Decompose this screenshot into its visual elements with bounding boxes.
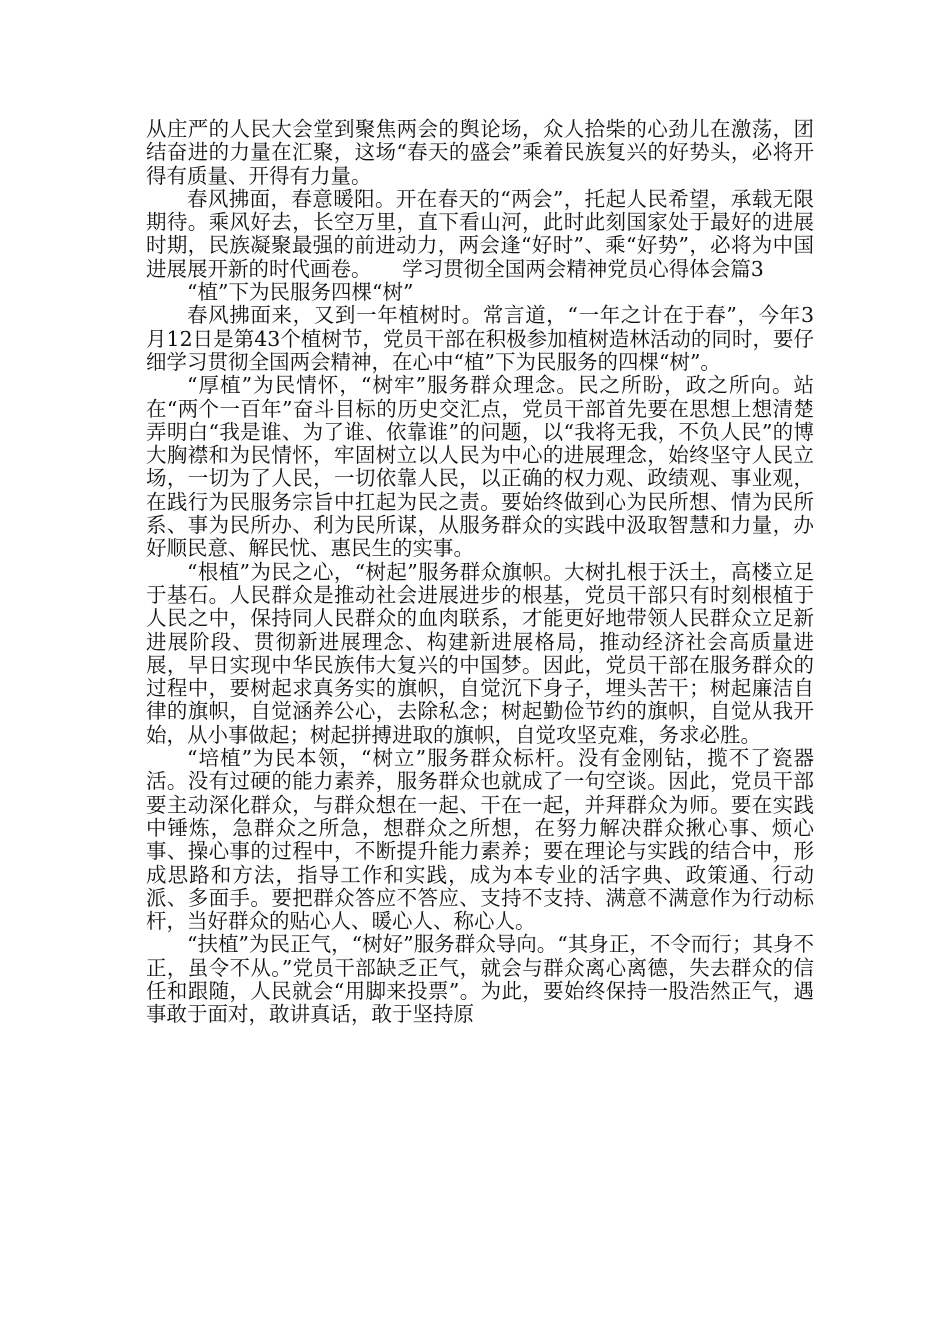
paragraph-3: 春风拂面来，又到一年植树时。常言道，“一年之计在于春”，今年3月12日是第43个植树节，党员干部在积极参加植树造林活动的同时，要仔细学习贯彻全国两会精神，在心中“植”下为民服务的四棵“树”。	[146, 303, 814, 374]
paragraph-2: 春风拂面，春意暖阳。开在春天的“两会”，托起人民希望，承载无限期待。乘风好去，长空万里，直下看山河，此时此刻国家处于最好的进展时期，民族凝聚最强的前进动力，两会逢“好时”、乘“好势”，必将为中国进展展开新的时代画卷。 学习贯彻全国两会精神党员心得体会篇3	[146, 186, 814, 281]
paragraph-7: “扶植”为民正气，“树好”服务群众导向。“其身正，不令而行；其身不正，虽令不从。”党员干部缺乏正气，就会与群众离心离德，失去群众的信任和跟随，人民就会“用脚来投票”。为此，要始终保持一股浩然正气，遇事敢于面对，敢讲真话，敢于坚持原	[146, 932, 814, 1027]
paragraph-5: “根植”为民之心，“树起”服务群众旗帜。大树扎根于沃土，高楼立足于基石。人民群众是推动社会进展进步的根基，党员干部只有时刻根植于人民之中，保持同人民群众的血肉联系，才能更好地带领人民群众立足新进展阶段、贯彻新进展理念、构建新进展格局，推动经济社会高质量进展，早日实现中华民族伟大复兴的中国梦。因此，党员干部在服务群众的过程中，要树起求真务实的旗帜，自觉沉下身子，埋头苦干；树起廉洁自律的旗帜，自觉涵养公心，去除私念；树起勤俭节约的旗帜，自觉从我开始，从小事做起；树起拼搏进取的旗帜，自觉攻坚克难，务求必胜。	[146, 559, 814, 747]
paragraph-1: 从庄严的人民大会堂到聚焦两会的舆论场，众人拾柴的心劲儿在激荡，团结奋进的力量在汇聚，这场“春天的盛会”乘着民族复兴的好势头，必将开得有质量、开得有力量。	[146, 117, 814, 188]
document-body	[146, 118, 814, 1027]
paragraph-6: “培植”为民本领，“树立”服务群众标杆。没有金刚钻，揽不了瓷器活。没有过硬的能力素养，服务群众也就成了一句空谈。因此，党员干部要主动深化群众，与群众想在一起、干在一起，并拜群众为师。要在实践中锤炼，急群众之所急，想群众之所想，在努力解决群众揪心事、烦心事、操心事的过程中，不断提升能力素养；要在理论与实践的结合中，形成思路和方法，指导工作和实践，成为本专业的活字典、政策通、行动派、多面手。要把群众答应不答应、支持不支持、满意不满意作为行动标杆，当好群众的贴心人、暖心人、称心人。	[146, 746, 814, 934]
paragraph-4: “厚植”为民情怀，“树牢”服务群众理念。民之所盼，政之所向。站在“两个一百年”奋斗目标的历史交汇点，党员干部首先要在思想上想清楚弄明白“我是谁、为了谁、依靠谁”的问题，以“我将无我，不负人民”的博大胸襟和为民情怀，牢固树立以人民为中心的进展理念，始终坚守人民立场，一切为了人民，一切依靠人民，以正确的权力观、政绩观、事业观，在践行为民服务宗旨中扛起为民之责。要始终做到心为民所想、情为民所系、事为民所办、利为民所谋，从服务群众的实践中汲取智慧和力量，办好顺民意、解民忧、惠民生的实事。	[146, 373, 814, 561]
article-title: “植”下为民服务四棵“树”	[187, 280, 414, 305]
